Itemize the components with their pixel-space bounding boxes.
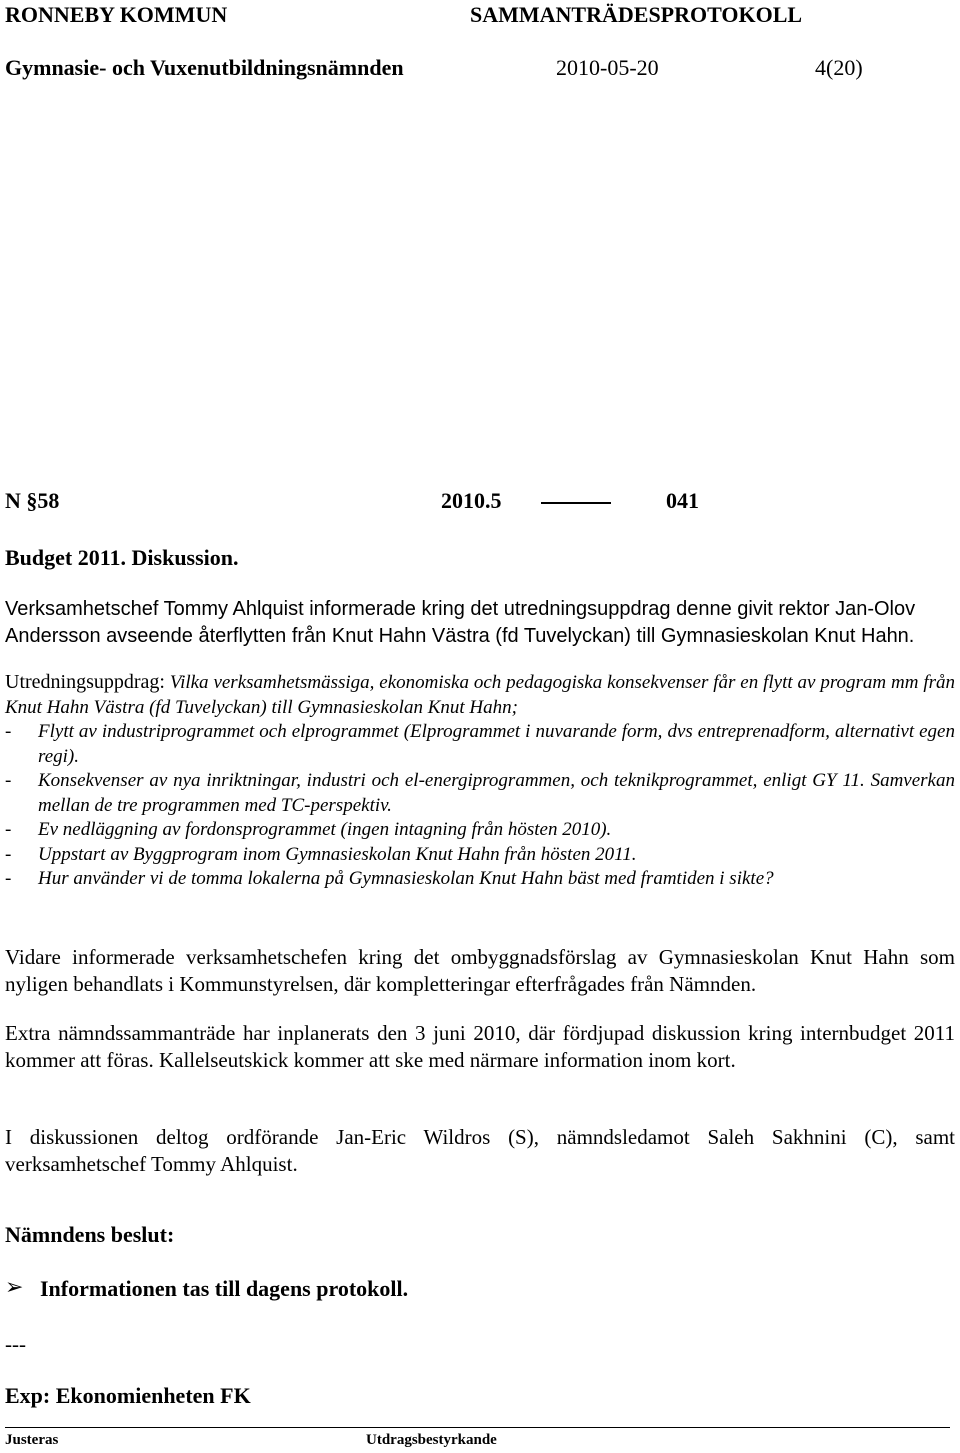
document-type: SAMMANTRÄDESPROTOKOLL [470,2,803,27]
item-title: Budget 2011. Diskussion. [5,545,239,570]
paragraph-participants: I diskussionen deltog ordförande Jan-Eric Wildros (S), nämndsledamot Saleh Sakhnini (C), samt verksamhetschef Tommy Ahlquist. [5,1125,955,1176]
page-number: 4(20) [815,55,863,80]
list-item: - Uppstart av Byggprogram inom Gymnasieskolan Knut Hahn från hösten 2011. [5,843,637,865]
arrow-bullet-icon: ➢ [5,1274,24,1299]
paragraph-extra-meeting: Extra nämndssammanträde har inplanerats den 3 juni 2010, där fördjupad diskussion kring internbudget 2011 kommer att föras. Kallelseutskick kommer att ske med närmare information inom kort. [5,1021,955,1072]
decision-text: Informationen tas till dagens protokoll. [40,1276,409,1301]
assignment-list [5,720,955,892]
list-item: - Konsekvenser av nya inriktningar, industri och el-energiprogrammen, och teknikprogrammet, enligt GY 11. Samverkan mellan de tre programmen med TC-perspektiv. [5,770,955,816]
list-item: - Flytt av industriprogrammet och elprogrammet (Elprogrammet i nuvarande form, dvs entreprenadform, alternativt egen regi). [5,721,955,767]
intro-paragraph: Verksamhetschef Tommy Ahlquist informerade kring det utredningsuppdrag denne givit rektor Jan-Olov Andersson avseende återflytten från Knut Hahn Västra (fd Tuvelyckan) till Gymnasieskolan Knut Hahn. [5,598,916,647]
assignment-label: Utredningsuppdrag: [5,671,165,693]
list-item: - Ev nedläggning av fordonsprogrammet (ingen intagning från hösten 2010). [5,819,612,840]
separator: --- [5,1332,26,1356]
municipality-name: RONNEBY KOMMUN [5,2,228,27]
case-ref-dash [541,502,611,504]
footer-justeras: Justeras [5,1432,59,1448]
distribution: Exp: Ekonomienheten FK [5,1383,251,1408]
committee-name: Gymnasie- och Vuxenutbildningsnämnden [5,55,404,80]
item-number: N §58 [5,488,60,513]
decision-heading: Nämndens beslut: [5,1222,175,1247]
paragraph-renovation: Vidare informerade verksamhetschefen kring det ombyggnadsförslag av Gymnasieskolan Knut Hahn som nyligen behandlats i Kommunstyrelsen, där kompletteringar efterfrågades från Nämnden. [5,945,955,996]
case-ref-b: 041 [666,488,699,513]
list-item: - Hur använder vi de tomma lokalerna på Gymnasieskolan Knut Hahn bäst med framtiden i sikte? [5,868,774,889]
footer-rule [5,1427,950,1428]
assignment-block [5,670,955,892]
footer-utdragsbestyrkande: Utdragsbestyrkande [366,1432,497,1448]
meeting-date: 2010-05-20 [556,55,659,80]
assignment-paragraph [5,670,955,720]
case-ref-a: 2010.5 [441,488,502,513]
assignment-text: Vilka verksamhetsmässiga, ekonomiska och pedagogiska konsekvenser får en flytt av program mm från Knut Hahn Västra (fd Tuvelyckan) till Gymnasieskolan Knut Hahn; [5,672,956,718]
